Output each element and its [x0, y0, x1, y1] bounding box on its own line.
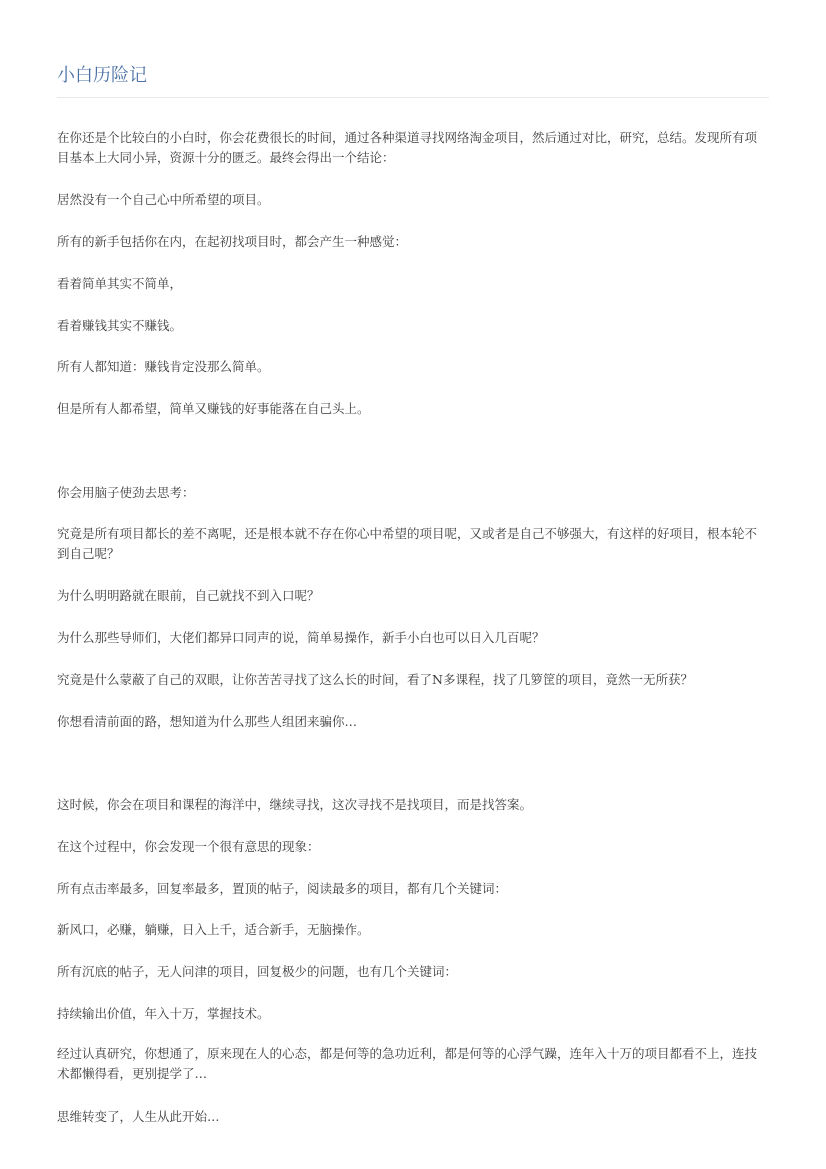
paragraph-5: 看着赚钱其实不赚钱。	[57, 318, 183, 333]
paragraph-3: 所有的新手包括你在内，在起初找项目时，都会产生一种感觉：	[57, 234, 408, 249]
document-title: 小白历险记	[57, 65, 147, 86]
paragraph-2: 居然没有一个自己心中所希望的项目。	[57, 192, 270, 207]
paragraph-19: 持续输出价值，年入十万，掌握技术。	[57, 1006, 270, 1021]
paragraph-1: 在你还是个比较白的小白时，你会花费很长的时间，通过各种渠道寻找网络淘金项目，然后通过对比，研究，总结。发现所有项目基本上大同小异，资源十分的匮乏。最终会得出一个结论：	[57, 130, 758, 165]
paragraph-13: 你想看清前面的路，想知道为什么那些人组团来骗你…	[57, 714, 358, 729]
paragraph-21: 思维转变了，人生从此开始…	[57, 1109, 220, 1124]
paragraph-15: 在这个过程中，你会发现一个很有意思的现象：	[57, 839, 320, 854]
paragraph-18: 所有沉底的帖子，无人问津的项目，回复极少的问题，也有几个关键词：	[57, 964, 458, 979]
paragraph-10: 为什么明明路就在眼前，自己就找不到入口呢？	[57, 588, 320, 603]
paragraph-20: 经过认真研究，你想通了，原来现在人的心态，都是何等的急功近利，都是何等的心浮气躁，连年入十万的项目都看不上，连技术都懒得看，更别提学了…	[57, 1046, 758, 1081]
paragraph-8: 你会用脑子使劲去思考：	[57, 485, 195, 500]
paragraph-7: 但是所有人都希望，简单又赚钱的好事能落在自己头上。	[57, 401, 370, 416]
paragraph-17: 新风口，必赚，躺赚，日入上千，适合新手，无脑操作。	[57, 922, 370, 937]
title-divider	[57, 97, 769, 98]
paragraph-6: 所有人都知道：赚钱肯定没那么简单。	[57, 359, 270, 374]
paragraph-9: 究竟是所有项目都长的差不离呢，还是根本就不存在你心中希望的项目呢，又或者是自己不够强大，有这样的好项目，根本轮不到自己呢？	[57, 526, 758, 561]
paragraph-11: 为什么那些导师们，大佬们都异口同声的说，简单易操作，新手小白也可以日入几百呢？	[57, 630, 545, 645]
paragraph-14: 这时候，你会在项目和课程的海洋中，继续寻找，这次寻找不是找项目，而是找答案。	[57, 797, 533, 812]
paragraph-12: 究竟是什么蒙蔽了自己的双眼，让你苦苦寻找了这么长的时间，看了N多课程，找了几箩筐的项目，竟然一无所获？	[57, 672, 693, 687]
paragraph-4: 看着简单其实不简单，	[57, 276, 183, 291]
paragraph-16: 所有点击率最多，回复率最多，置顶的帖子，阅读最多的项目，都有几个关键词：	[57, 881, 508, 896]
